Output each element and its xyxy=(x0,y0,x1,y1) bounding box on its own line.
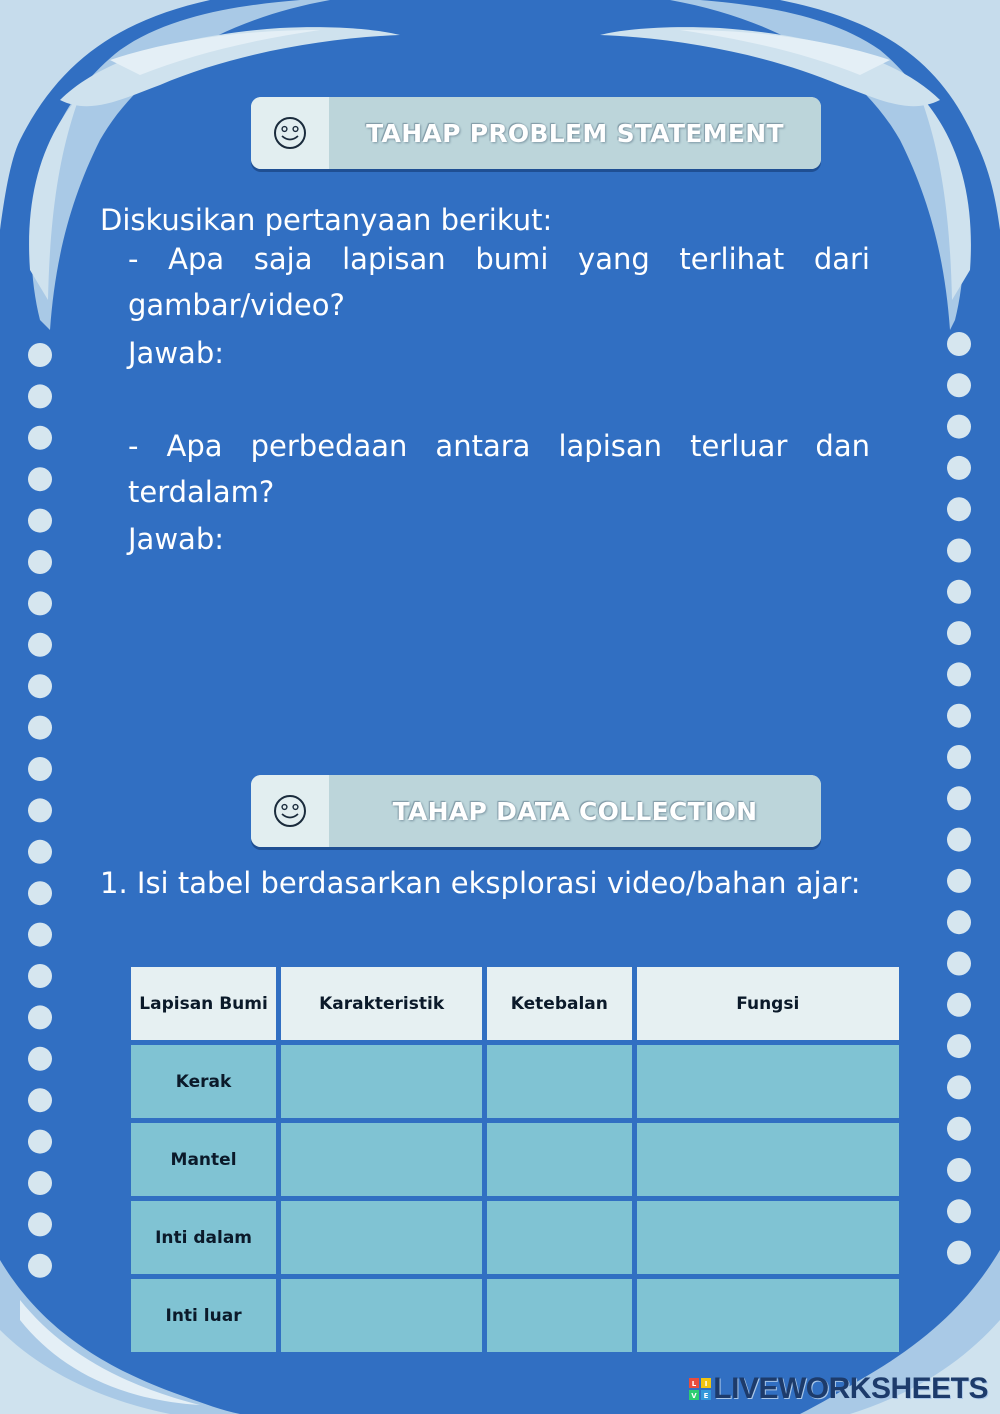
row-label-inti-dalam: Inti dalam xyxy=(131,1201,276,1274)
column-header-lapisan-bumi: Lapisan Bumi xyxy=(131,967,276,1040)
ring-dot xyxy=(28,798,52,822)
earth-layers-table xyxy=(126,962,904,1357)
answer-cell[interactable] xyxy=(487,1201,631,1274)
answer-cell[interactable] xyxy=(487,1123,631,1196)
row-label-mantel: Mantel xyxy=(131,1123,276,1196)
ring-dot xyxy=(947,869,971,893)
ring-dot xyxy=(28,716,52,740)
row-label-kerak: Kerak xyxy=(131,1045,276,1118)
discussion-intro: Diskusikan pertanyaan berikut: xyxy=(100,203,553,237)
svg-text:I: I xyxy=(704,1380,708,1388)
ring-dot xyxy=(28,467,52,491)
table-row xyxy=(131,1123,899,1196)
column-header-karakteristik: Karakteristik xyxy=(281,967,482,1040)
ring-dot xyxy=(947,704,971,728)
ring-dot xyxy=(28,550,52,574)
data-collection-header xyxy=(251,775,821,847)
ring-dot xyxy=(28,923,52,947)
ring-dot xyxy=(28,1047,52,1071)
ring-dot xyxy=(947,1241,971,1265)
ring-dot xyxy=(947,1117,971,1141)
ring-dot xyxy=(947,621,971,645)
column-header-fungsi: Fungsi xyxy=(637,967,899,1040)
problem-statement-title: TAHAP PROBLEM STATEMENT xyxy=(329,97,821,169)
ring-dot xyxy=(28,426,52,450)
question-1: - Apa saja lapisan bumi yang terlihat dari gambar/video? xyxy=(128,242,870,322)
svg-text:E: E xyxy=(703,1392,709,1400)
ring-dot xyxy=(947,786,971,810)
liveworksheets-logo-icon xyxy=(689,1378,711,1400)
answer-cell[interactable] xyxy=(281,1123,482,1196)
ring-dot xyxy=(28,1212,52,1236)
ring-dot xyxy=(28,591,52,615)
table-instruction: 1. Isi tabel berdasarkan eksplorasi video/bahan ajar: xyxy=(100,866,861,900)
ring-dot xyxy=(28,674,52,698)
ring-dot xyxy=(947,539,971,563)
ring-dot xyxy=(28,1005,52,1029)
data-collection-title: TAHAP DATA COLLECTION xyxy=(329,775,821,847)
ring-dot xyxy=(28,1171,52,1195)
answer-cell[interactable] xyxy=(637,1123,899,1196)
answer-cell[interactable] xyxy=(281,1279,482,1352)
ring-dot xyxy=(28,1254,52,1278)
ring-dot xyxy=(28,1088,52,1112)
ring-dot xyxy=(28,881,52,905)
answer-cell[interactable] xyxy=(637,1201,899,1274)
answer-cell[interactable] xyxy=(637,1045,899,1118)
ring-dot xyxy=(947,332,971,356)
answer-cell[interactable] xyxy=(487,1279,631,1352)
problem-statement-header xyxy=(251,97,821,169)
ring-dot xyxy=(947,662,971,686)
liveworksheets-watermark[interactable] xyxy=(689,1372,988,1406)
ring-dot xyxy=(28,509,52,533)
ring-dot xyxy=(28,633,52,657)
ring-dot xyxy=(947,415,971,439)
ring-dot xyxy=(947,580,971,604)
column-header-ketebalan: Ketebalan xyxy=(487,967,631,1040)
ring-dot xyxy=(28,964,52,988)
answer-cell[interactable] xyxy=(281,1045,482,1118)
table-row xyxy=(131,1045,899,1118)
liveworksheets-text: LIVEWORKSHEETS xyxy=(713,1372,988,1405)
ring-dot xyxy=(947,993,971,1017)
table-header-row xyxy=(131,967,899,1040)
ring-dot xyxy=(947,456,971,480)
ring-dot xyxy=(947,373,971,397)
ring-dot xyxy=(28,757,52,781)
ring-dot xyxy=(28,1130,52,1154)
ring-dot xyxy=(28,840,52,864)
ring-dot xyxy=(947,497,971,521)
ring-dot xyxy=(947,745,971,769)
svg-text:V: V xyxy=(691,1392,698,1400)
smiley-icon xyxy=(251,97,329,169)
ring-dot xyxy=(947,1158,971,1182)
row-label-inti-luar: Inti luar xyxy=(131,1279,276,1352)
table-row xyxy=(131,1201,899,1274)
ring-dot xyxy=(947,828,971,852)
ring-dot xyxy=(947,910,971,934)
answer-cell[interactable] xyxy=(487,1045,631,1118)
ring-dot xyxy=(28,384,52,408)
question-2-answer-label: Jawab: xyxy=(128,522,224,556)
question-1-answer-label: Jawab: xyxy=(128,336,224,370)
answer-cell[interactable] xyxy=(281,1201,482,1274)
ring-dot xyxy=(947,1199,971,1223)
ring-dot xyxy=(947,1075,971,1099)
answer-cell[interactable] xyxy=(637,1279,899,1352)
table-row xyxy=(131,1279,899,1352)
ring-dot xyxy=(28,343,52,367)
svg-text:L: L xyxy=(692,1380,697,1388)
question-2: - Apa perbedaan antara lapisan terluar dan terdalam? xyxy=(128,429,870,509)
ring-dot xyxy=(947,1034,971,1058)
ring-dot xyxy=(947,952,971,976)
smiley-icon xyxy=(251,775,329,847)
